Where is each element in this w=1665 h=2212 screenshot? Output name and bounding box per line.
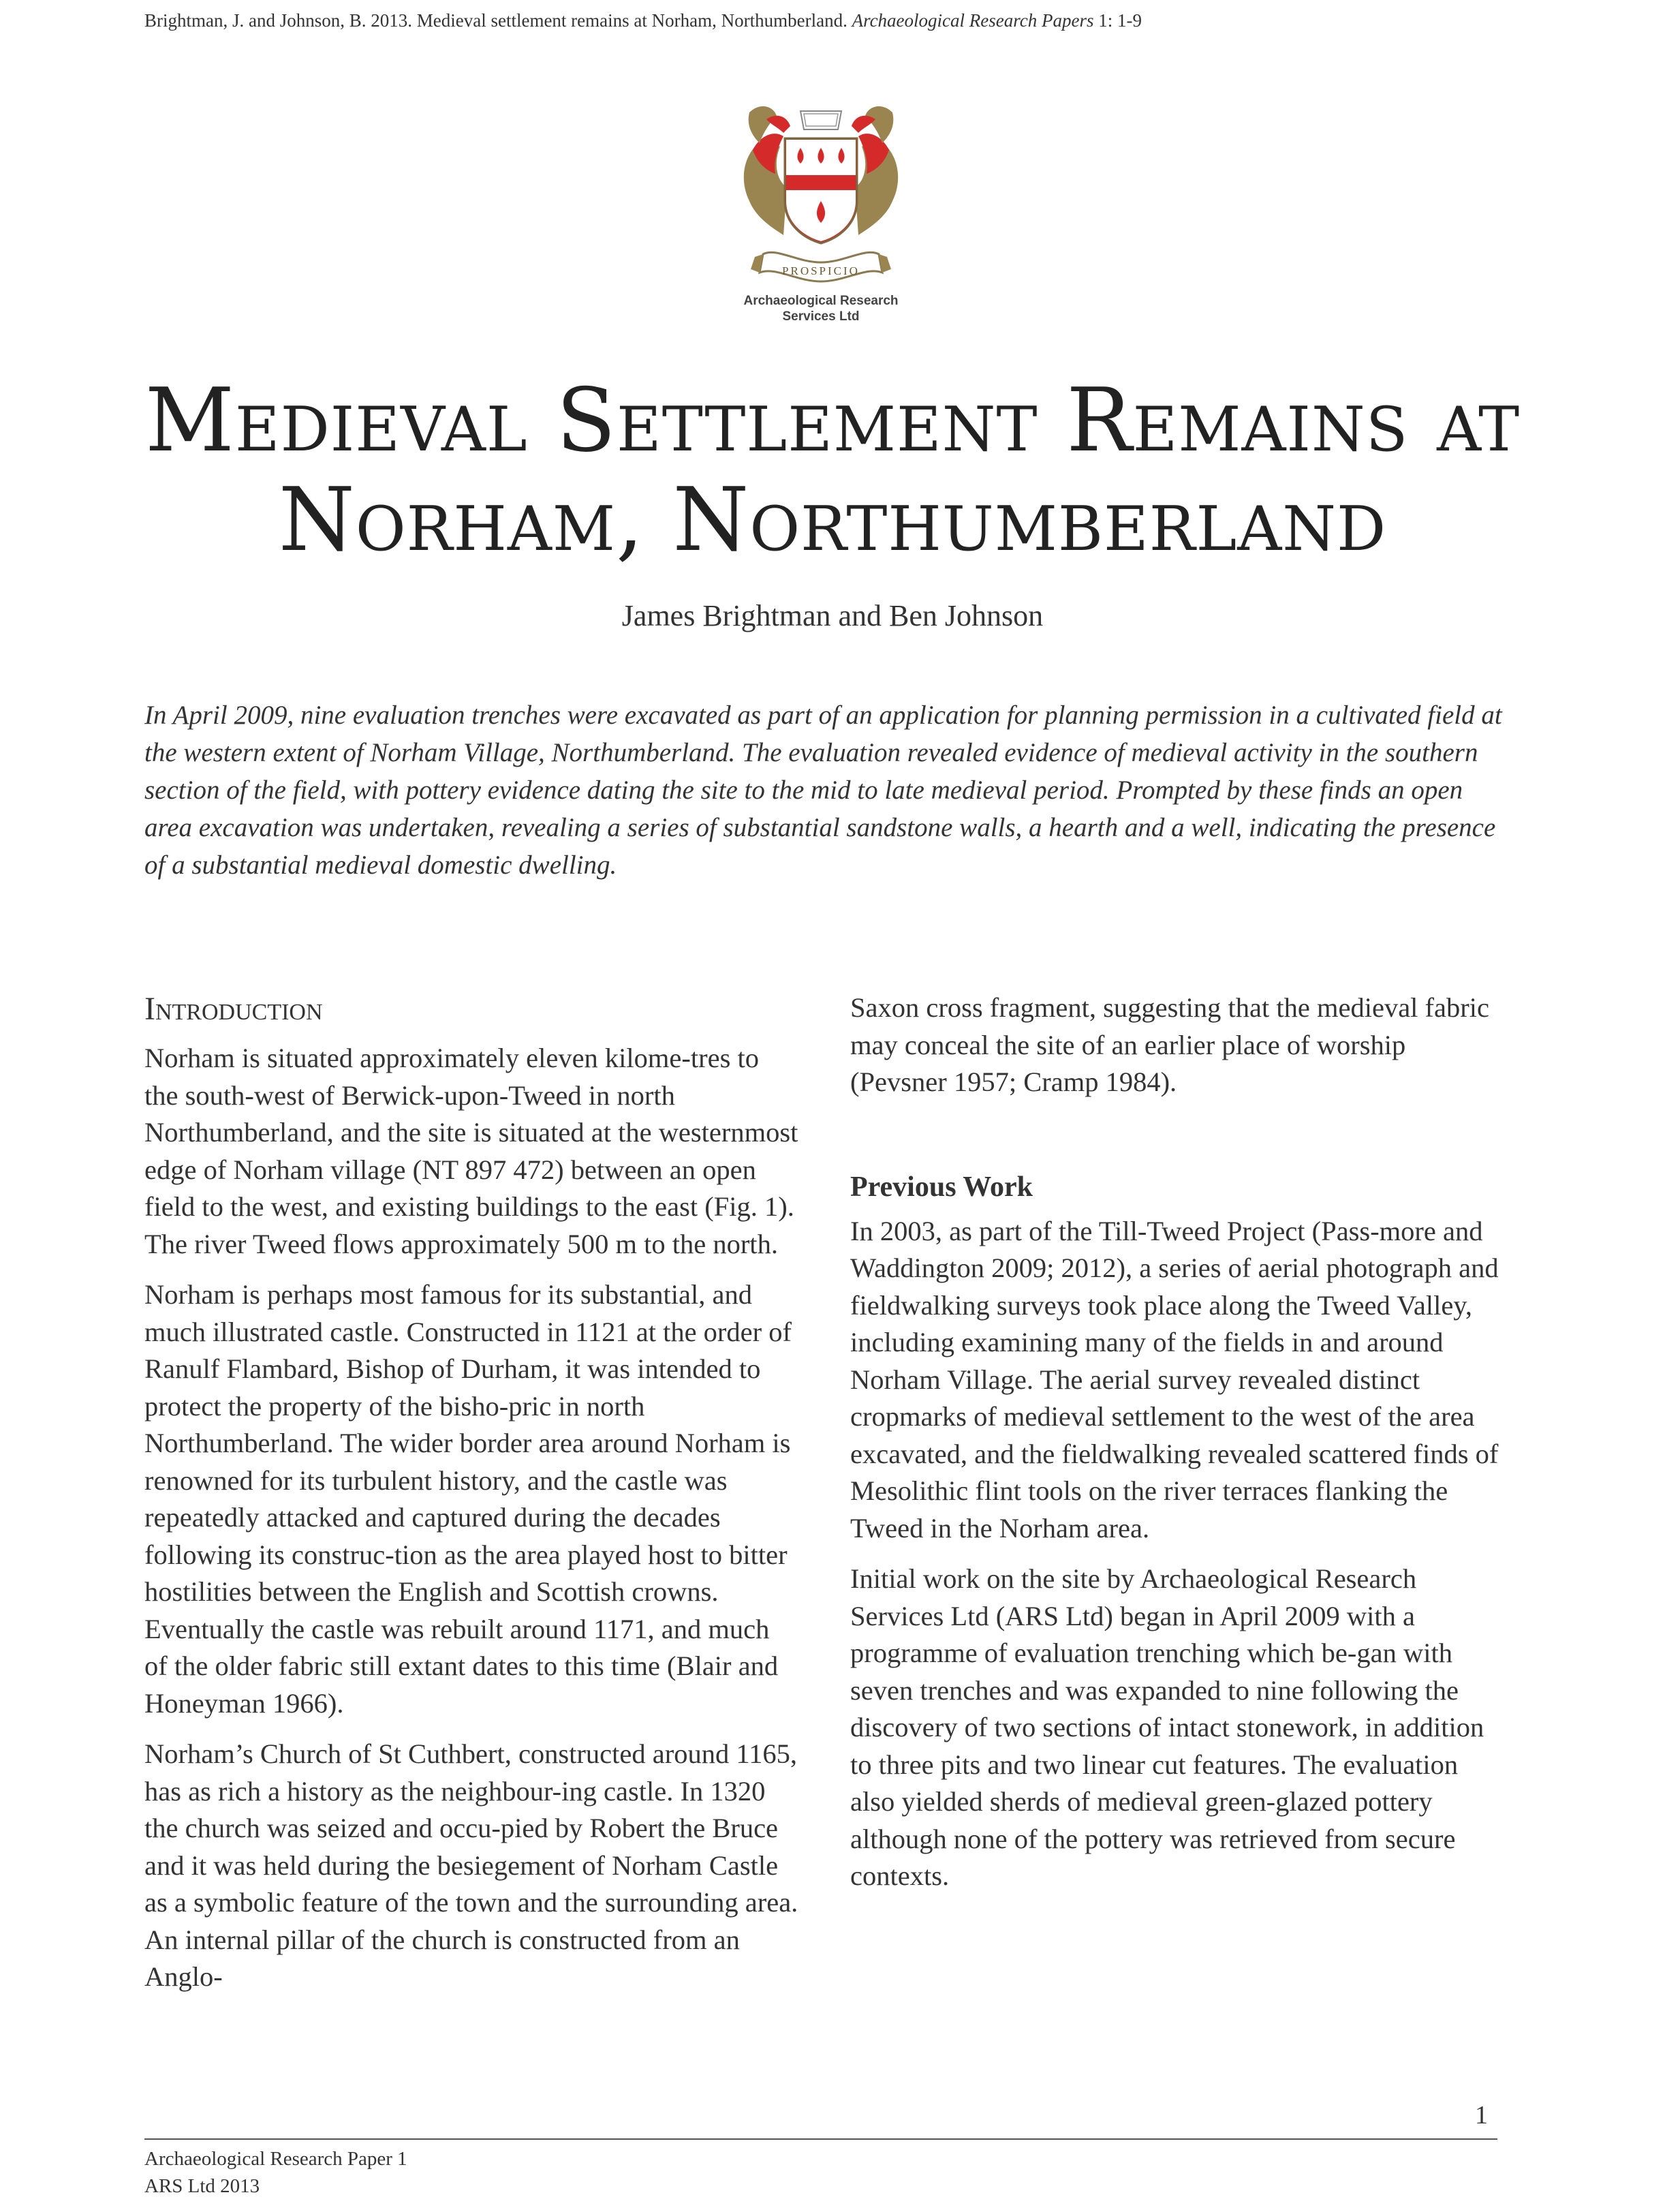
ars-logo xyxy=(736,99,906,324)
logo-motto: PROSPICIO xyxy=(782,264,860,277)
left-column xyxy=(144,989,798,2010)
intro-paragraph-3: Norham’s Church of St Cuthbert, constructed around 1165, has as rich a history as the neighbour-ing castle. In 1320 the church was seized and occu-pied by Robert the Bruce and it was held during the besiegement of Norham Castle as a symbolic feature of the town and the surrounding area. An internal pillar of the church is constructed from an Anglo- xyxy=(144,1738,798,1992)
authors: James Brightman and Ben Johnson xyxy=(621,599,1044,632)
intro-paragraph-2: Norham is perhaps most famous for its substantial, and much illustrated castle. Constructed in 1121 at the order of Ranulf Flambard, Bishop of Durham, it was intended to protect the property of the bisho-pric in north Northumberland. The wider border area around Norham is renowned for its turbulent history, and the castle was repeatedly attacked and captured during the decades following its construc-tion as the area played host to bitter hostilities between the English and Scottish crowns. Eventually the castle was rebuilt around 1171, and much of the older fabric still extant dates to this time (Blair and Honeyman 1966). xyxy=(144,1279,792,1719)
intro-paragraph-4: Saxon cross fragment, suggesting that the medieval fabric may conceal the site of an earlier place of worship (Pevsner 1957; Cramp 1984). xyxy=(850,992,1489,1097)
citation-pages: 1: 1-9 xyxy=(1093,10,1142,31)
coat-of-arms-icon xyxy=(736,99,906,293)
section-heading-introduction: Introduction xyxy=(144,991,323,1027)
section-heading-previous-work: Previous Work xyxy=(850,1171,1033,1203)
abstract: In April 2009, nine evaluation trenches were excavated as part of an application for planning permission in a cultivated field at the western extent of Norham Village, Northumberland. The evaluation revealed evidence of medieval activity in the southern section of the field, with pottery evidence dating the site to the mid to late medieval period. Prompted by these finds an open area excavation was undertaken, revealing a series of substantial sandstone walls, a hearth and a well, indicating the presence of a substantial medieval domestic dwelling. xyxy=(144,701,1502,880)
previous-work-paragraph-1: In 2003, as part of the Till-Tweed Project (Pass-more and Waddington 2009; 2012), a series of aerial photograph and fieldwalking surveys took place along the Tweed Valley, including examining many of the fields in and around Norham Village. The aerial survey revealed distinct cropmarks of medieval settlement to the west of the area excavated, and the fieldwalking revealed scattered finds of Mesolithic flint tools on the river terraces flanking the Tweed in the Norham area. xyxy=(850,1215,1499,1543)
right-column xyxy=(850,989,1504,1909)
intro-paragraph-1: Norham is situated approximately eleven kilome-tres to the south-west of Berwick-upon-Tweed in north Northumberland, and the site is situated at the westernmost edge of Norham village (NT 897 472) between an open field to the west, and existing buildings to the east (Fig. 1). The river Tweed flows approximately 500 m to the north. xyxy=(144,1043,798,1259)
logo-org-name xyxy=(736,293,906,324)
citation-journal: Archaeological Research Papers xyxy=(852,10,1094,31)
page-title xyxy=(109,371,1556,570)
page-number: 1 xyxy=(1475,2101,1488,2130)
logo-org-line1: Archaeological Research xyxy=(743,294,899,308)
logo-org-line2: Services Ltd xyxy=(782,309,860,324)
citation-text: Brightman, J. and Johnson, B. 2013. Medieval settlement remains at Norham, Northumberland. xyxy=(144,10,852,31)
citation-header xyxy=(144,7,1142,34)
footer xyxy=(144,2145,407,2200)
footer-divider xyxy=(144,2138,1497,2140)
previous-work-paragraph-2: Initial work on the site by Archaeological Research Services Ltd (ARS Ltd) began in April 2009 with a programme of evaluation trenching which be-gan with seven trenches and was expanded to nine following the discovery of two sections of intact stonework, in addition to three pits and two linear cut features. The evaluation also yielded sherds of medieval green-glazed pottery although none of the pottery was retrieved from secure contexts. xyxy=(850,1563,1484,1891)
title-line1: Medieval Settlement Remains at xyxy=(144,370,1521,472)
title-line2: Norham, Northumberland xyxy=(278,470,1387,571)
footer-line2: ARS Ltd 2013 xyxy=(144,2175,260,2197)
footer-line1: Archaeological Research Paper 1 xyxy=(144,2148,407,2170)
